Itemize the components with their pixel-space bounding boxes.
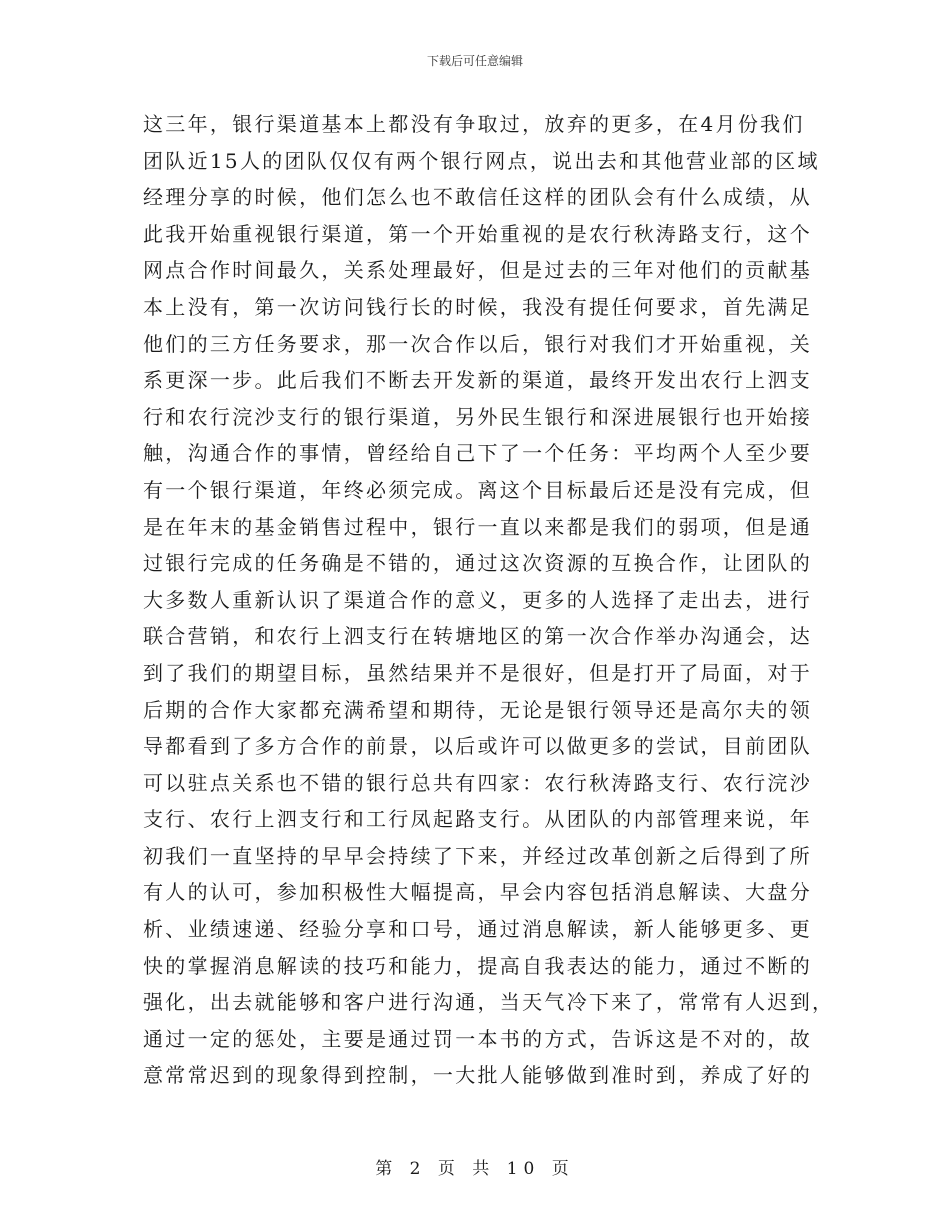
text-line: 初我们一直坚持的早早会持续了下来，并经过改革创新之后得到了所	[143, 843, 812, 868]
text-line: 通过一定的惩处，主要是通过罚一本书的方式，告诉这是不对的，故	[143, 1026, 812, 1051]
text-line: 析、业绩速递、经验分享和口号，通过消息解读，新人能够更多、更	[143, 917, 812, 942]
text-line: 本上没有，第一次访问钱行长的时候，我没有提任何要求，首先满足	[143, 294, 812, 319]
text-line: 快的掌握消息解读的技巧和能力，提高自我表达的能力，通过不断的	[143, 953, 812, 978]
text-line: 经理分享的时候，他们怎么也不敢信任这样的团队会有什么成绩，从	[143, 185, 812, 210]
text-line: 大多数人重新认识了渠道合作的意义，更多的人选择了走出去，进行	[143, 587, 812, 612]
text-line: 行和农行浣沙支行的银行渠道，另外民生银行和深进展银行也开始接	[143, 404, 812, 429]
text-line: 网点合作时间最久，关系处理最好，但是过去的三年对他们的贡献基	[143, 258, 812, 283]
text-line: 此我开始重视银行渠道，第一个开始重视的是农行秋涛路支行，这个	[143, 221, 812, 246]
text-line: 是在年末的基金销售过程中，银行一直以来都是我们的弱项，但是通	[143, 514, 812, 539]
text-line: 后期的合作大家都充满希望和期待，无论是银行领导还是高尔夫的领	[143, 697, 812, 722]
text-line: 支行、农行上泗支行和工行凤起路支行。从团队的内部管理来说，年	[143, 807, 812, 832]
text-line: 联合营销，和农行上泗支行在转塘地区的第一次合作举办沟通会，达	[143, 624, 812, 649]
text-line: 系更深一步。此后我们不断去开发新的渠道，最终开发出农行上泗支	[143, 368, 812, 393]
page-header: 下载后可任意编辑	[426, 54, 523, 68]
text-line: 导都看到了多方合作的前景，以后或许可以做更多的尝试，目前团队	[143, 734, 812, 759]
text-line: 意常常迟到的现象得到控制，一大批人能够做到准时到，养成了好的	[143, 1063, 812, 1088]
text-line: 团队近15人的团队仅仅有两个银行网点，说出去和其他营业部的区域	[143, 148, 820, 173]
text-line: 这三年，银行渠道基本上都没有争取过，放弃的更多，在4月份我们	[143, 112, 805, 136]
text-line: 他们的三方任务要求，那一次合作以后，银行对我们才开始重视，关	[143, 331, 812, 356]
text-line: 过银行完成的任务确是不错的，通过这次资源的互换合作，让团队的	[143, 551, 812, 576]
text-line: 可以驻点关系也不错的银行总共有四家：农行秋涛路支行、农行浣沙	[143, 770, 812, 795]
text-line: 有一个银行渠道，年终必须完成。离这个目标最后还是没有完成，但	[143, 477, 812, 502]
text-line: 强化，出去就能够和客户进行沟通，当天气冷下来了，常常有人迟到，	[143, 990, 835, 1015]
text-line: 有人的认可，参加积极性大幅提高，早会内容包括消息解读、大盘分	[143, 880, 812, 905]
text-line: 到了我们的期望目标，虽然结果并不是很好，但是打开了局面，对于	[143, 660, 812, 685]
page-footer: 第 2 页 共 10 页	[375, 1159, 575, 1179]
body-text	[143, 106, 835, 1094]
text-line: 触，沟通合作的事情，曾经给自己下了一个任务：平均两个人至少要	[143, 441, 812, 466]
